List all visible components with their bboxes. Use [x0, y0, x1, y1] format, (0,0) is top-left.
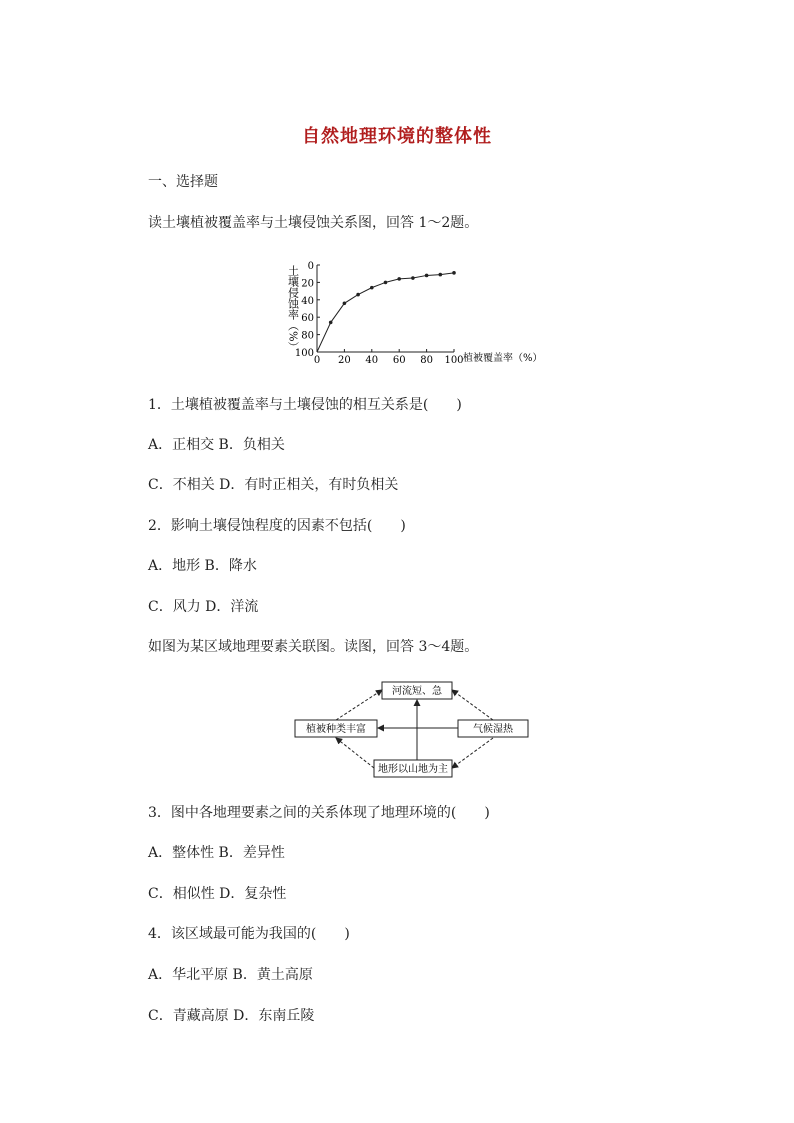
- x-tick-label: 0: [313, 355, 321, 366]
- box-bottom-label: 地形以山地为主: [378, 764, 448, 775]
- data-point: [452, 271, 456, 275]
- data-point: [384, 281, 388, 285]
- data-point: [425, 274, 429, 278]
- question-4: 4．该区域最可能为我国的( ): [148, 926, 350, 942]
- intro-text-2: 如图为某区域地理要素关联图。读图，回答 3～4题。: [148, 639, 479, 655]
- data-point: [397, 277, 401, 281]
- box-right-label: 气候湿热: [473, 724, 513, 735]
- question-1-options-ab: A．正相交 B．负相关: [148, 437, 285, 453]
- question-2-options-cd: C．风力 D．洋流: [148, 599, 259, 615]
- series-line: [317, 273, 454, 352]
- question-3-options-ab: A．整体性 B．差异性: [148, 845, 285, 861]
- question-4-options-cd: C．青藏高原 D．东南丘陵: [148, 1008, 315, 1024]
- arrow-right-to-bottom: [452, 738, 493, 768]
- y-axis-label: 土壤侵蚀率（%）: [286, 265, 300, 353]
- question-2: 2．影响土壤侵蚀程度的因素不包括( ): [148, 518, 406, 534]
- question-2-options-ab: A．地形 B．降水: [148, 558, 257, 574]
- relationship-diagram: [290, 678, 535, 780]
- y-tick-label: 40: [301, 295, 314, 307]
- erosion-chart: [280, 255, 550, 370]
- y-tick-label: 0: [307, 261, 314, 272]
- x-tick-label: 80: [420, 355, 433, 366]
- question-1: 1．土壤植被覆盖率与土壤侵蚀的相互关系是( ): [148, 397, 462, 413]
- box-top-label: 河流短、急: [392, 686, 442, 697]
- section-heading: 一、选择题: [148, 174, 218, 190]
- arrow-left-to-top: [336, 690, 382, 720]
- x-tick-label: 20: [338, 355, 351, 366]
- question-4-options-ab: A．华北平原 B．黄土高原: [148, 967, 313, 983]
- question-3-options-cd: C．相似性 D．复杂性: [148, 886, 287, 902]
- page-title: 自然地理环境的整体性: [302, 126, 492, 147]
- data-point: [370, 286, 374, 290]
- x-axis-label: 植被覆盖率（%）: [463, 353, 543, 364]
- data-point: [343, 301, 347, 305]
- data-point: [329, 321, 333, 325]
- intro-text-1: 读土壤植被覆盖率与土壤侵蚀关系图，回答 1～2题。: [148, 215, 479, 231]
- x-tick-label: 40: [365, 355, 379, 366]
- x-tick-label: 100: [444, 355, 464, 366]
- arrow-bottom-to-left: [336, 738, 374, 768]
- question-1-options-cd: C．不相关 D．有时正相关，有时负相关: [148, 477, 399, 493]
- y-tick-label: 80: [301, 330, 314, 342]
- data-point: [439, 273, 443, 277]
- data-point: [356, 293, 360, 297]
- x-tick-label: 60: [392, 355, 406, 366]
- y-tick-label: 20: [301, 278, 314, 290]
- y-tick-label: 60: [301, 313, 314, 325]
- data-point: [411, 276, 415, 280]
- y-tick-label: 100: [294, 348, 314, 359]
- box-left-label: 植被种类丰富: [306, 724, 366, 735]
- arrow-right-to-top: [452, 690, 493, 720]
- question-3: 3．图中各地理要素之间的关系体现了地理环境的( ): [148, 805, 490, 821]
